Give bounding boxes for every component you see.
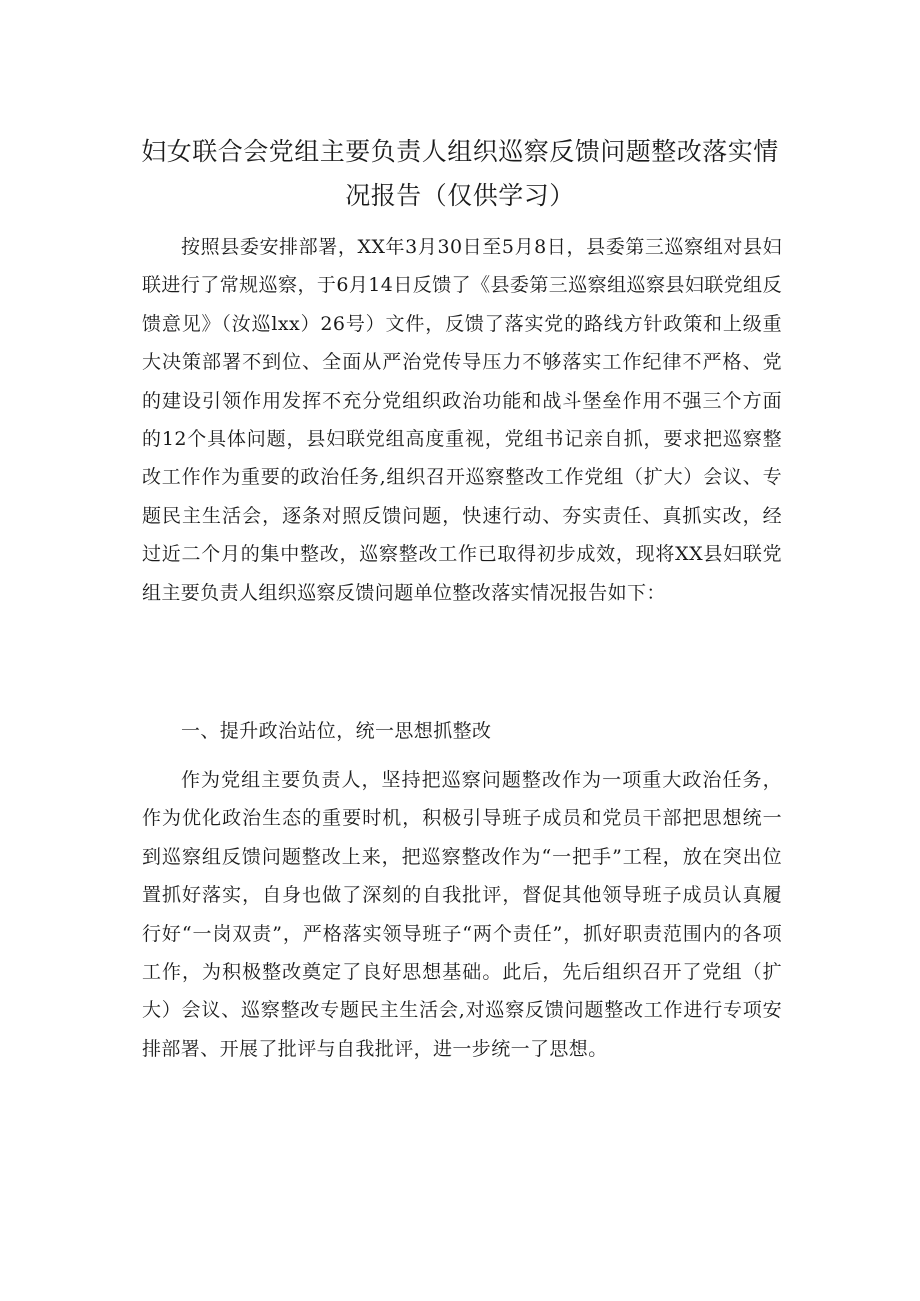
intro-paragraph: 按照县委安排部署，XX年3月30日至5月8日，县委第三巡察组对县妇联进行了常规巡察，于6月14日反馈了《县委第三巡察组巡察县妇联党组反馈意见》（汝巡lxx）26号）文件，反馈了落实党的路线方针政策和上级重大决策部署不到位、全面从严治党传导压力不够落实工作纪律不严格、党的建设引领作用发挥不充分党组织政治功能和战斗堡垒作用不强三个方面的12个具体问题，县妇联党组高度重视，党组书记亲自抓，要求把巡察整改工作作为重要的政治任务,组织召开巡察整改工作党组（扩大）会议、专题民主生活会，逐条对照反馈问题，快速行动、夯实责任、真抓实改，经过近二个月的集中整改，巡察整改工作已取得初步成效，现将XX县妇联党组主要负责人组织巡察反馈问题单位整改落实情况报告如下： (142, 236, 782, 604)
document-title-line-2: 况报告（仅供学习） (345, 181, 575, 210)
section-1-paragraph: 作为党组主要负责人，坚持把巡察问题整改作为一项重大政治任务，作为优化政治生态的重要时机，积极引导班子成员和党员干部把思想统一到巡察组反馈问题整改上来，把巡察整改作为“一把手”工程，放在突出位置抓好落实，自身也做了深刻的自我批评，督促其他领导班子成员认真履行好“一岗双责”，严格落实领导班子“两个责任”，抓好职责范围内的各项工作，为积极整改奠定了良好思想基础。此后，先后组织召开了党组（扩大）会议、巡察整改专题民主生活会,对巡察反馈问题整改工作进行专项安排部署、开展了批评与自我批评，进一步统一了思想。 (142, 769, 782, 1060)
document-title-line-1: 妇女联合会党组主要负责人组织巡察反馈问题整改落实情 (141, 137, 779, 166)
section-heading-1: 一、提升政治站位，统一思想抓整改 (181, 720, 492, 742)
